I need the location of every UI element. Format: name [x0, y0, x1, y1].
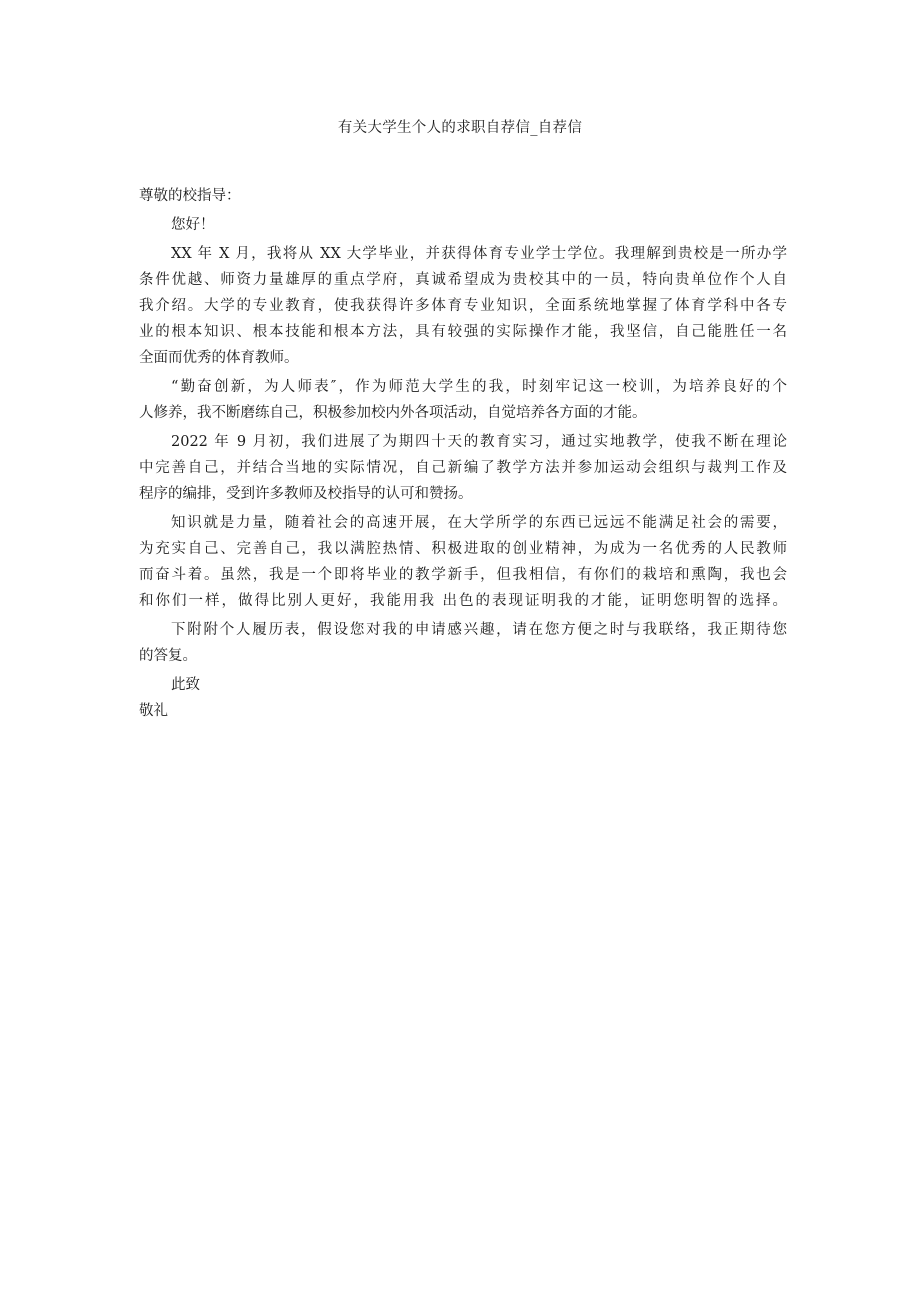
- salutation: 尊敬的校指导：: [139, 188, 241, 204]
- paragraph-line: 程序的编排，受到许多教师及校指导的认可和赞扬。: [139, 486, 473, 502]
- paragraph-line: 的答复。: [139, 648, 197, 664]
- paragraph-line: 为充实自己、完善自己，我以满腔热情、积极进取的创业精神，为成为一名优秀的人民教师: [139, 541, 787, 557]
- paragraph-line: 2022 年 9 月初，我们进展了为期四十天的教育实习，通过实地教学，使我不断在理论: [171, 434, 787, 450]
- paragraph-5: [139, 617, 787, 669]
- greeting: 您好！: [171, 217, 215, 233]
- paragraph-line: 中完善自己，并结合当地的实际情况，自己新编了教学方法并参加运动会组织与裁判工作及: [139, 460, 787, 476]
- paragraph-line: 条件优越、师资力量雄厚的重点学府，真诚希望成为贵校其中的一员，特向贵单位作个人自: [139, 272, 787, 288]
- regards: 敬礼: [139, 703, 168, 719]
- paragraph-line: 人修养，我不断磨练自己，积极参加校内外各项活动，自觉培养各方面的才能。: [139, 405, 647, 421]
- document-title: 有关大学生个人的求职自荐信_自荐信: [337, 120, 583, 136]
- letter-body: [139, 183, 787, 724]
- paragraph-line: XX 年 X 月，我将从 XX 大学毕业，并获得体育专业学士学位。我理解到贵校是一所办学: [171, 246, 787, 262]
- paragraph-line: 下附附个人履历表，假设您对我的申请感兴趣，请在您方便之时与我联络，我正期待您: [171, 622, 787, 638]
- paragraph-line: 我介绍。大学的专业教育，使我获得许多体育专业知识，全面系统地掌握了体育学科中各专: [139, 298, 787, 314]
- paragraph-line: “勤奋创新，为人师表″，作为师范大学生的我，时刻牢记这一校训，为培养良好的个: [171, 379, 787, 395]
- paragraph-1: [139, 241, 787, 371]
- paragraph-line: 而奋斗着。虽然，我是一个即将毕业的教学新手，但我相信，有你们的栽培和熏陶，我也会: [139, 567, 787, 583]
- paragraph-4: [139, 510, 787, 614]
- paragraph-line: 和你们一样，做得比别人更好，我能用我 出色的表现证明我的才能，证明您明智的选择。: [139, 593, 787, 609]
- paragraph-line: 全面而优秀的体育教师。: [139, 350, 299, 366]
- paragraph-line: 业的根本知识、根本技能和根本方法，具有较强的实际操作才能，我坚信，自己能胜任一名: [139, 324, 787, 340]
- paragraph-2: [139, 374, 787, 426]
- paragraph-line: 知识就是力量，随着社会的高速开展，在大学所学的东西已远远不能满足社会的需要，: [171, 515, 787, 531]
- closing: 此致: [171, 677, 200, 693]
- paragraph-3: [139, 429, 787, 507]
